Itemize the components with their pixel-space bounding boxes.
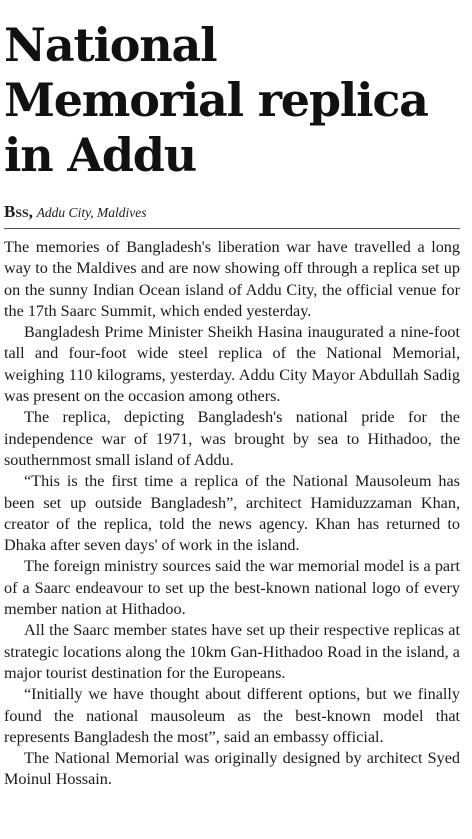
article bbox=[4, 0, 460, 791]
byline-agency: Bss, bbox=[4, 202, 33, 221]
paragraph-8: The National Memorial was originally designed by architect Syed Moinul Hossain. bbox=[4, 749, 460, 789]
paragraph-1: The memories of Bangladesh's liberation war have travelled a long way to the Maldives and are now showing off through a replica set up on the sunny Indian Ocean island of Addu City, the official venue for the 17th Saarc Summit, which ended yesterday. bbox=[4, 238, 460, 320]
article-body bbox=[4, 237, 460, 791]
paragraph-4: “This is the first time a replica of the National Mausoleum has been set up outside Bangladesh”, architect Hamiduzzaman Khan, creator of the replica, told the news agency. Khan has returned to Dhaka after seven days' of work in the island. bbox=[4, 472, 460, 555]
paragraph-5: The foreign ministry sources said the war memorial model is a part of a Saarc endeavour to set up the best-known national logo of every member nation at Hithadoo. bbox=[4, 557, 460, 619]
paragraph-2: Bangladesh Prime Minister Sheikh Hasina inaugurated a nine-foot tall and four-foot wide steel replica of the National Memorial, weighing 110 kilograms, yesterday. Addu City Mayor Abdullah Sadig was present on the occasion among others. bbox=[4, 323, 460, 406]
paragraph-3: The replica, depicting Bangladesh's national pride for the independence war of 1971, was brought by sea to Hithadoo, the southernmost small island of Addu. bbox=[4, 408, 460, 469]
byline bbox=[4, 203, 460, 229]
paragraph-7: “Initially we have thought about different options, but we finally found the national mausoleum as the best-known model that represents Bangladesh the most”, said an embassy official. bbox=[4, 685, 460, 746]
paragraph-6: All the Saarc member states have set up their respective replicas at strategic locations along the 10km Gan-Hithadoo Road in the island, a major tourist destination for the Europeans. bbox=[4, 621, 460, 682]
byline-location: Addu City, Maldives bbox=[36, 205, 147, 220]
headline: National Memorial replica in Addu bbox=[4, 18, 428, 182]
